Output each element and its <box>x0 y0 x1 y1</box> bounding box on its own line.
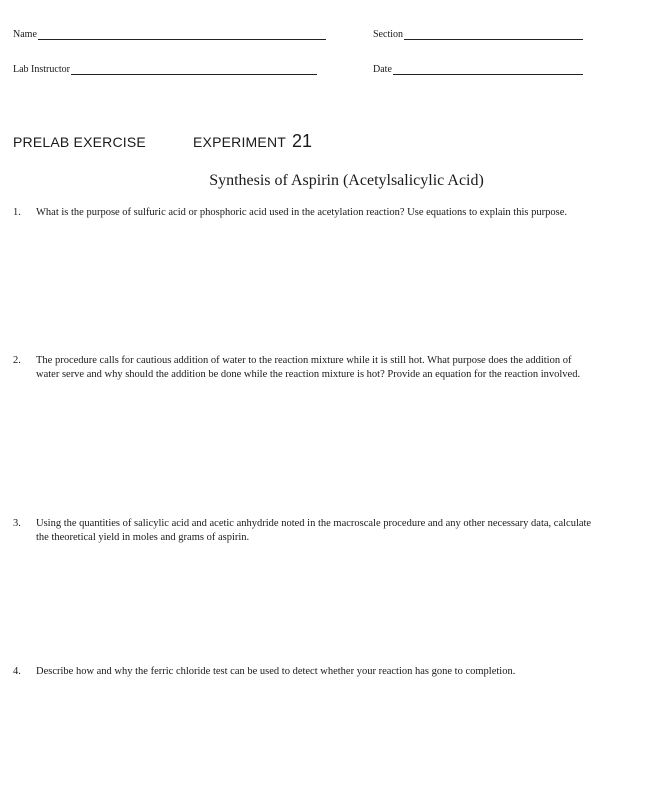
question-text: Describe how and why the ferric chloride test can be used to detect whether your reaction has gone to completion. <box>36 666 516 677</box>
experiment-heading <box>193 131 312 152</box>
section-input-line[interactable] <box>404 29 583 40</box>
experiment-number: 21 <box>292 131 313 151</box>
lab-instructor-field[interactable] <box>13 64 317 75</box>
section-field[interactable] <box>373 29 583 40</box>
name-field[interactable] <box>13 29 326 40</box>
date-input-line[interactable] <box>393 64 583 75</box>
question-text: What is the purpose of sulfuric acid or phosphoric acid used in the acetylation reaction? Use equations to explain this purpose. <box>36 207 567 218</box>
lab-instructor-label: Lab Instructor <box>13 64 70 75</box>
date-label: Date <box>373 64 392 75</box>
prelab-heading: PRELAB EXERCISE <box>13 134 146 150</box>
question-text: The procedure calls for cautious addition of water to the reaction mixture while it is still hot. What purpose does the addition of water serve and why should the addition be done while the reaction mixture is hot? Provide an equation for the reaction involved. <box>36 355 581 380</box>
question-number: 4. <box>13 666 21 677</box>
question-number: 3. <box>13 518 21 529</box>
experiment-label: EXPERIMENT <box>193 134 287 150</box>
name-label: Name <box>13 29 37 40</box>
question-item <box>13 517 593 545</box>
question-number: 1. <box>13 207 21 218</box>
section-label: Section <box>373 29 403 40</box>
question-item <box>13 665 593 679</box>
name-input-line[interactable] <box>38 29 326 40</box>
question-item <box>13 354 593 382</box>
question-number: 2. <box>13 355 21 366</box>
question-text: Using the quantities of salicylic acid and acetic anhydride noted in the macroscale procedure and any other necessary data, calculate the theoretical yield in moles and grams of aspirin. <box>36 518 592 543</box>
lab-instructor-input-line[interactable] <box>71 64 317 75</box>
date-field[interactable] <box>373 64 583 75</box>
question-item <box>13 206 593 220</box>
page-title: Synthesis of Aspirin (Acetylsalicylic Acid) <box>209 172 484 189</box>
